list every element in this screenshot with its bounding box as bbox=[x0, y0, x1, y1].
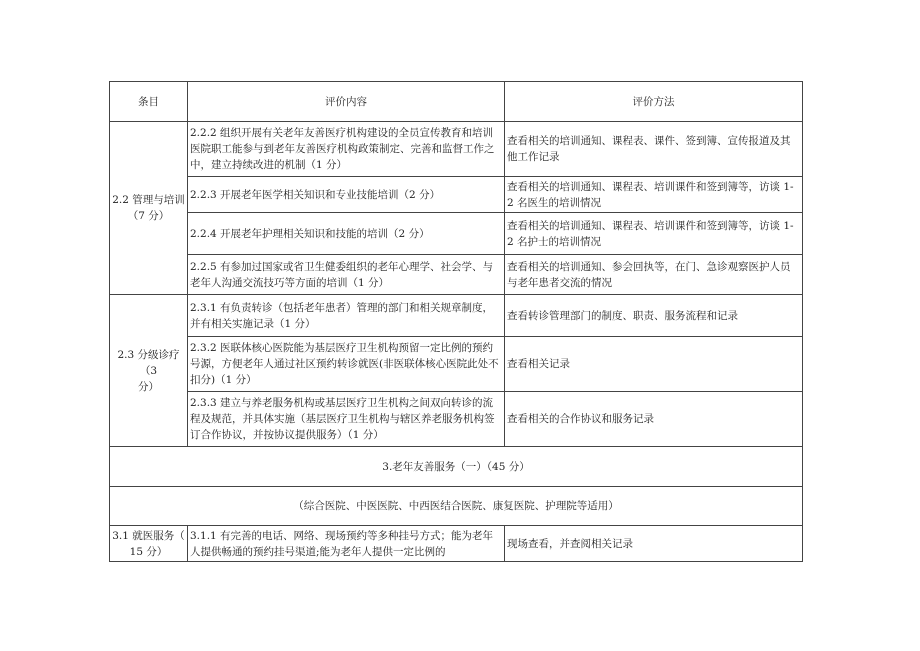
method-cell: 现场查看，并查阅相关记录 bbox=[505, 526, 803, 562]
section-row bbox=[110, 447, 803, 487]
content-cell: 2.3.3 建立与养老服务机构或基层医疗卫生机构之间双向转诊的流程及规范，并具体实施（基层医疗卫生机构与辖区养老服务机构签订合作协议，并按协议提供服务）（1 分） bbox=[188, 392, 505, 447]
section-subtitle: （综合医院、中医医院、中西医结合医院、康复医院、护理院等适用） bbox=[110, 487, 803, 526]
category-cell-3-1: 3.1 就医服务（ 15 分） bbox=[110, 526, 188, 562]
content-cell: 3.1.1 有完善的电话、网络、现场预约等多种挂号方式；能为老年人提供畅通的预约挂号渠道;能为老年人提供一定比例的 bbox=[188, 526, 505, 562]
header-row bbox=[110, 82, 803, 122]
evaluation-table bbox=[109, 81, 803, 562]
table-row bbox=[110, 295, 803, 337]
table-row bbox=[110, 255, 803, 295]
method-cell: 查看相关的培训通知、课程表、培训课件和签到簿等，访谈 1-2 名护士的培训情况 bbox=[505, 213, 803, 255]
category-cell-2-2: 2.2 管理与培训 （7 分） bbox=[110, 122, 188, 295]
content-cell: 2.2.2 组织开展有关老年友善医疗机构建设的全员宣传教育和培训医院职工能参与到老年友善医疗机构政策制定、完善和监督工作之中，建立持续改进的机制（1 分） bbox=[188, 122, 505, 177]
table-row bbox=[110, 213, 803, 255]
method-cell: 查看相关的合作协议和服务记录 bbox=[505, 392, 803, 447]
method-cell: 查看相关的培训通知、课程表、课件、签到簿、宣传报道及其他工作记录 bbox=[505, 122, 803, 177]
subtitle-row bbox=[110, 487, 803, 526]
table-row bbox=[110, 337, 803, 392]
table-row bbox=[110, 177, 803, 213]
content-cell: 2.3.2 医联体核心医院能为基层医疗卫生机构预留一定比例的预约号源，方便老年人通过社区预约转诊就医(非医联体核心医院此处不扣分)（1 分） bbox=[188, 337, 505, 392]
method-cell: 查看相关的培训通知、参会回执等，在门、急诊观察医护人员与老年患者交流的情况 bbox=[505, 255, 803, 295]
table-row bbox=[110, 526, 803, 562]
content-cell: 2.3.1 有负责转诊（包括老年患者）管理的部门和相关规章制度，并有相关实施记录（1 分） bbox=[188, 295, 505, 337]
method-cell: 查看相关的培训通知、课程表、培训课件和签到簿等，访谈 1-2 名医生的培训情况 bbox=[505, 177, 803, 213]
section-title: 3.老年友善服务（一）（45 分） bbox=[110, 447, 803, 487]
method-cell: 查看转诊管理部门的制度、职责、服务流程和记录 bbox=[505, 295, 803, 337]
category-cell-2-3: 2.3 分级诊疗（3 分） bbox=[110, 295, 188, 447]
content-cell: 2.2.5 有参加过国家或省卫生健委组织的老年心理学、社会学、与老年人沟通交流技巧等方面的培训（1 分） bbox=[188, 255, 505, 295]
table-row bbox=[110, 122, 803, 177]
content-cell: 2.2.4 开展老年护理相关知识和技能的培训（2 分） bbox=[188, 213, 505, 255]
header-content: 评价内容 bbox=[188, 82, 505, 122]
content-cell: 2.2.3 开展老年医学相关知识和专业技能培训（2 分） bbox=[188, 177, 505, 213]
table-row bbox=[110, 392, 803, 447]
header-method: 评价方法 bbox=[505, 82, 803, 122]
header-item: 条目 bbox=[110, 82, 188, 122]
method-cell: 查看相关记录 bbox=[505, 337, 803, 392]
